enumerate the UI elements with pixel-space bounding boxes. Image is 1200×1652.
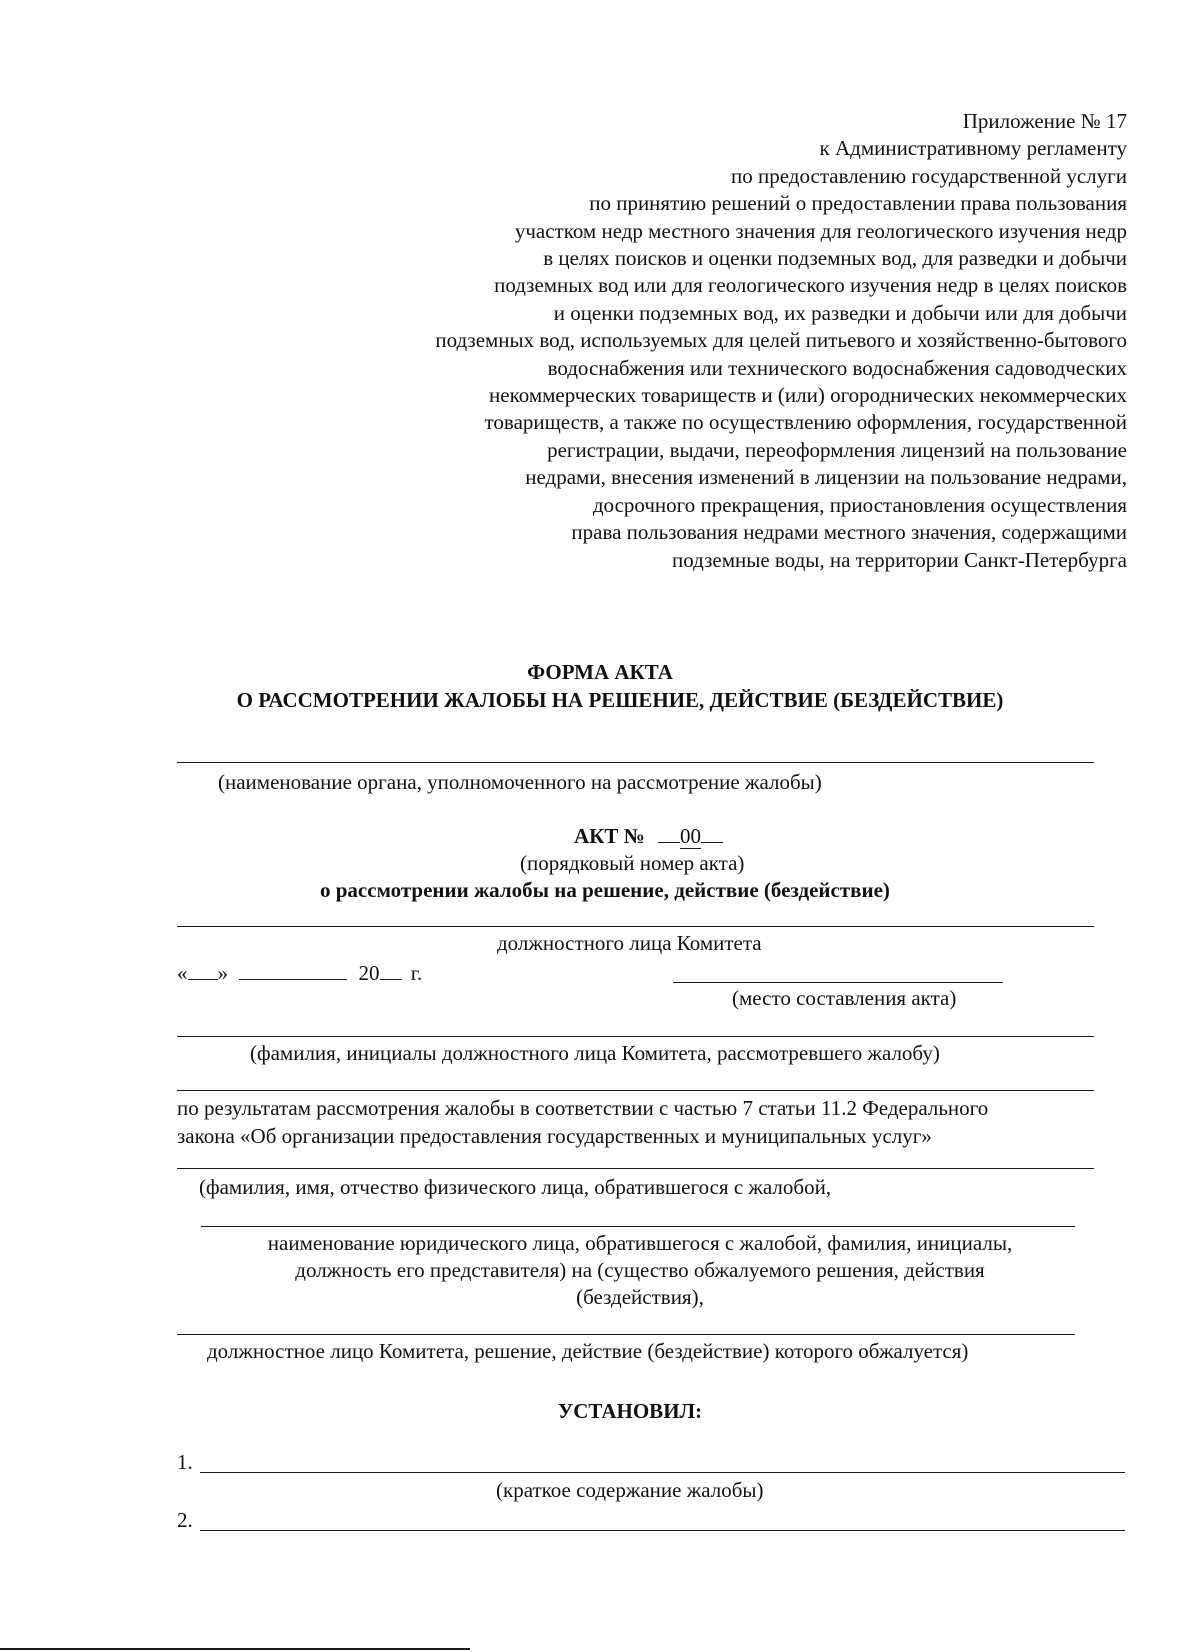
appendix-line: подземные воды, на территории Санкт-Петербурга — [672, 547, 1127, 572]
appendix-line: подземных вод, используемых для целей питьевого и хозяйственно-бытового — [435, 328, 1127, 353]
appendix-header — [227, 108, 1127, 574]
appendix-line: Приложение № 17 — [962, 109, 1127, 133]
date-year-field[interactable] — [380, 961, 402, 980]
appendix-line: товариществ, а также по осуществлению оформления, государственной — [484, 410, 1127, 435]
organ-name-field-line[interactable] — [177, 762, 1094, 763]
act-number-value: 00 — [680, 824, 702, 848]
appendix-line: по принятию решений о предоставлении права пользования — [589, 191, 1127, 216]
appendix-line: водоснабжения или технического водоснабжения садоводческих — [547, 355, 1127, 380]
date-day-field[interactable] — [188, 961, 218, 980]
appendix-line: и оценки подземных вод, их разведки и добычи или для добычи — [553, 300, 1127, 325]
applicant-entity-line3: (бездействия), — [576, 1285, 704, 1309]
form-title-line1: ФОРМА АКТА — [527, 660, 673, 684]
appendix-line: в целях поисков и оценки подземных вод, для разведки и добычи — [543, 246, 1127, 271]
appendix-line: регистрации, выдачи, переоформления лицензий на пользование — [547, 437, 1127, 462]
act-number-blank-right[interactable] — [701, 824, 723, 843]
results-field-line[interactable] — [177, 1090, 1094, 1091]
act-number-caption: (порядковый номер акта) — [520, 851, 745, 875]
appendix-line: участком недр местного значения для геологического изучения недр — [514, 218, 1127, 243]
act-number-prefix: АКТ № — [574, 824, 645, 848]
reviewer-field-line[interactable] — [177, 1036, 1094, 1037]
item1-number: 1. — [177, 1450, 193, 1474]
appealed-field-line[interactable] — [177, 1334, 1075, 1335]
date-year-prefix: 20 — [358, 961, 380, 985]
established-heading: УСТАНОВИЛ: — [557, 1399, 703, 1423]
organ-name-caption: (наименование органа, уполномоченного на рассмотрение жалобы) — [218, 770, 822, 794]
applicant-entity-field-line[interactable] — [201, 1226, 1075, 1227]
form-title-line2: О РАССМОТРЕНИИ ЖАЛОБЫ НА РЕШЕНИЕ, ДЕЙСТВИЕ (БЕЗДЕЙСТВИЕ) — [236, 688, 1004, 712]
date-month-field[interactable] — [239, 961, 347, 980]
date-row — [177, 961, 422, 986]
results-line2: закона «Об организации предоставления государственных и муниципальных услуг» — [177, 1124, 932, 1148]
date-year-suffix: г. — [410, 961, 423, 985]
appendix-line: досрочного прекращения, приостановления осуществления — [592, 492, 1127, 517]
appendix-line: подземных вод или для геологического изучения недр в целях поисков — [494, 273, 1127, 298]
place-caption: (место составления акта) — [732, 986, 957, 1010]
reviewer-caption: (фамилия, инициалы должностного лица Комитета, рассмотревшего жалобу) — [250, 1041, 940, 1065]
date-close-quote: » — [217, 961, 228, 985]
applicant-entity-line1: наименование юридического лица, обратившегося с жалобой, фамилия, инициалы, — [267, 1231, 1013, 1255]
item-caption: (краткое содержание жалобы) — [496, 1478, 764, 1502]
appendix-line: по предоставлению государственной услуги — [731, 163, 1127, 188]
footnote-separator — [0, 1648, 470, 1650]
act-number-blank-left[interactable] — [658, 824, 680, 843]
appendix-line: права пользования недрами местного значения, содержащими — [571, 520, 1127, 545]
item2-number: 2. — [177, 1508, 193, 1532]
results-line1: по результатам рассмотрения жалобы в соответствии с частью 7 статьи 11.2 Федерального — [177, 1096, 989, 1120]
applicant-person-field-line[interactable] — [177, 1168, 1094, 1169]
appealed-official-caption: должностное лицо Комитета, решение, действие (бездействие) которого обжалуется) — [207, 1339, 969, 1363]
act-subject: о рассмотрении жалобы на решение, действие (бездействие) — [320, 878, 890, 902]
place-field-line[interactable] — [673, 982, 1003, 983]
official-caption: должностного лица Комитета — [497, 931, 762, 955]
applicant-entity-line2: должность его представителя) на (существо обжалуемого решения, действия — [295, 1258, 985, 1282]
committee-field-line[interactable] — [177, 926, 1094, 927]
appendix-line: недрами, внесения изменений в лицензии на пользование недрами, — [525, 465, 1127, 490]
item2-field-line[interactable] — [200, 1530, 1125, 1531]
appendix-line: к Административному регламенту — [819, 136, 1127, 161]
applicant-person-caption: (фамилия, имя, отчество физического лица, обратившегося с жалобой, — [199, 1175, 832, 1199]
item1-field-line[interactable] — [200, 1472, 1125, 1473]
act-number-row — [574, 824, 723, 849]
date-open-quote: « — [177, 961, 188, 985]
appendix-line: некоммерческих товариществ и (или) огороднических некоммерческих — [489, 383, 1127, 408]
